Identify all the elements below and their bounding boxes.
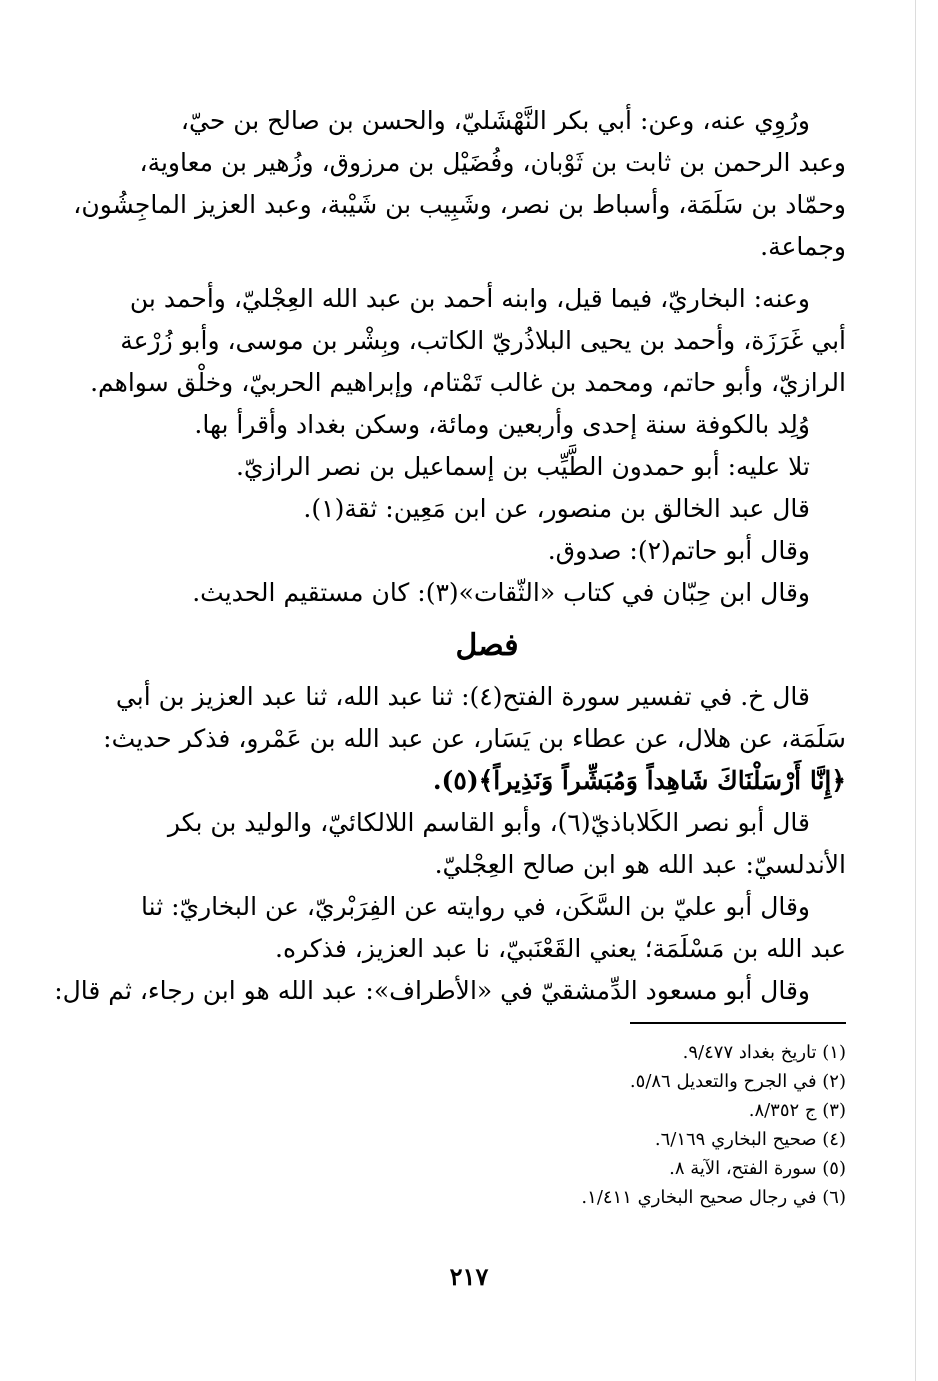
footnote-item: (١) تاريخ بغداد ٩/٤٧٧. [682,1042,846,1063]
paragraph-ibn-hibban [128,572,846,614]
footnotes [346,1038,846,1212]
paragraph-students-cont [90,320,846,404]
text-line: وقال أبو مسعود الدِّمشقيّ في «الأطراف»: عبد الله هو ابن رجاء، ثم قال: [54,976,810,1005]
footnote-item: (٦) في رجال صحيح البخاري ١/٤١١. [581,1187,846,1208]
text-line: وعنه: البخاريّ، فيما قيل، وابنه أحمد بن عبد الله العِجْليّ، وأحمد بن [129,284,810,313]
text-line: أبي غَرَزَة، وأحمد بن يحيى البلاذُريّ الكاتب، وبِشْر بن موسى، وأبو زُرْعة [120,326,846,355]
footnote-item: (٣) ج ٨/٣٥٢. [748,1100,846,1121]
paragraph-ibn-main [128,488,846,530]
text-line: الأندلسيّ: عبد الله هو ابن صالح العِجْليّ. [434,850,846,879]
paragraph-abu-hatim [128,530,846,572]
text-line: وجماعة. [760,232,846,261]
text-line: وُلِد بالكوفة سنة إحدى وأربعين ومائة، وسكن بغداد وأقرأ بها. [194,410,810,439]
text-line: وقال ابن حِبّان في كتاب «الثّقات»(٣): كان مستقيم الحديث. [192,578,810,607]
paragraph-tafsir [115,676,846,718]
paragraph-ibn-sakan-cont [128,928,846,970]
paragraph-narrators [128,100,846,142]
paragraph-students [128,278,846,320]
quran-verse: ﴿إِنَّا أَرْسَلْنَاكَ شَاهِداً وَمُبَشِّراً وَنَذِيراً﴾(٥). [432,766,846,795]
footnote-divider [630,1022,846,1024]
footnote-item: (٢) في الجرح والتعديل ٥/٨٦. [629,1071,846,1092]
page-number: ٢١٧ [449,1262,489,1291]
paragraph-kalabadhi-cont [128,844,846,886]
spacer [128,268,846,278]
footnote-item: (٥) سورة الفتح، الآية ٨. [669,1158,846,1179]
text-line: تلا عليه: أبو حمدون الطَّيِّب بن إسماعيل بن نصر الرازيّ. [235,452,810,481]
paragraph-narrators-cont [73,142,846,268]
paragraph-birth [128,404,846,446]
paragraph-kalabadhi [128,802,846,844]
text-line: ورُوِي عنه، وعن: أبي بكر النَّهْشَليّ، والحسن بن صالح بن حيّ، [180,106,810,135]
text-line: وقال أبو حاتم(٢): صدوق. [547,536,810,565]
section-heading: فصل [455,628,519,663]
paragraph-dimashqi [54,970,846,1012]
text-line: وعبد الرحمن بن ثابت بن ثَوْبان، وفُضَيْل بن مرزوق، وزُهير بن معاوية، [139,148,846,177]
footnote-item: (٤) صحيح البخاري ٦/١٦٩. [654,1129,846,1150]
page-body [54,100,846,1012]
paragraph-ibn-sakan [128,886,846,928]
paragraph-recitation [128,446,846,488]
text-line: عبد الله بن مَسْلَمَة؛ يعني القَعْنَبيّ، نا عبد العزيز، فذكره. [275,934,846,963]
text-line: وقال أبو عليّ بن السَّكَن، في روايته عن الفِرَبْريّ، عن البخاريّ: ثنا [141,892,810,921]
text-line: الرازيّ، وأبو حاتم، ومحمد بن غالب تَمْتام، وإبراهيم الحربيّ، وخلْق سواهم. [90,368,846,397]
scan-edge-line [915,0,916,1381]
text-line: وحمّاد بن سَلَمَة، وأسباط بن نصر، وشَبِيب بن شَيْبة، وعبد العزيز الماجِشُون، [73,190,846,219]
text-line: قال أبو نصر الكَلاباذيّ(٦)، وأبو القاسم اللالكائيّ، والوليد بن بكر [167,808,810,837]
text-line: سَلَمَة، عن هلال، عن عطاء بن يَسَار، عن عبد الله بن عَمْرو، فذكر حديث: [103,724,846,753]
text-line: قال عبد الخالق بن منصور، عن ابن مَعِين: ثقة(١). [303,494,810,523]
text-line: قال خ. في تفسير سورة الفتح(٤): ثنا عبد الله، ثنا عبد العزيز بن أبي [115,682,810,711]
paragraph-tafsir-cont [103,718,846,802]
